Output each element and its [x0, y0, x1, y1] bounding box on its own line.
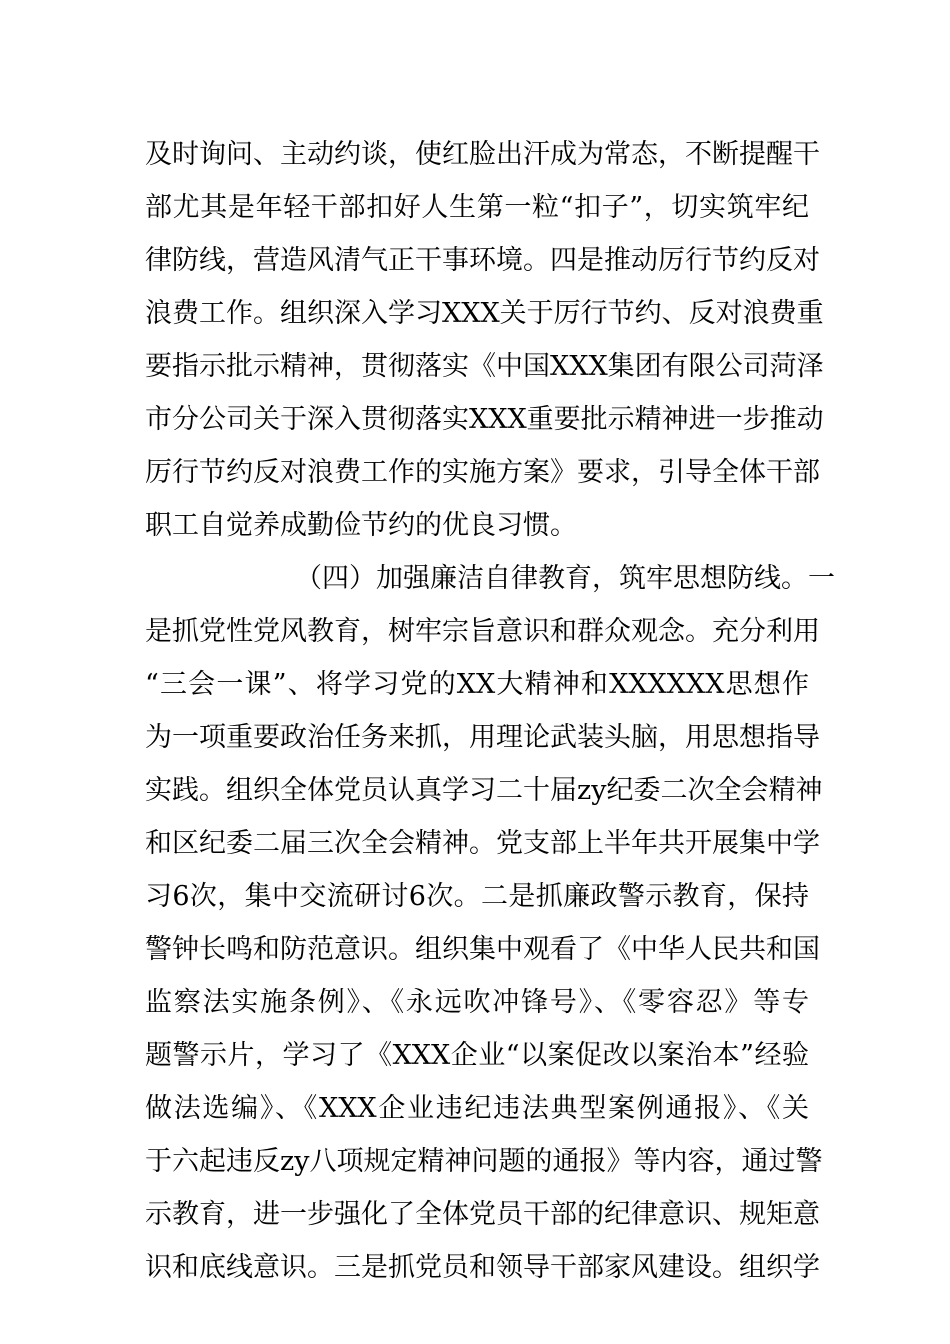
- paragraph-1-line-8: 职工自觉养成勤俭节约的优良习惯。: [145, 510, 577, 541]
- paragraph-1-line-5: 要指示批示精神，贯彻落实《中国XXX集团有限公司菏泽: [145, 351, 824, 382]
- paragraph-2-line-6: 和区纪委二届三次全会精神。党支部上半年共开展集中学: [145, 828, 820, 859]
- paragraph-1-line-3: 律防线，营造风清气正干事环境。四是推动厉行节约反对: [145, 245, 820, 276]
- paragraph-1-line-2: 部尤其是年轻干部扣好人生第一粒“扣子”，切实筑牢纪: [145, 192, 809, 223]
- paragraph-2-line-13: 示教育，进一步强化了全体党员干部的纪律意识、规矩意: [145, 1199, 820, 1230]
- paragraph-2-line-4: 为一项重要政治任务来抓，用理论武装头脑，用思想指导: [145, 722, 820, 753]
- paragraph-2-line-9: 监察法实施条例》、《永远吹冲锋号》、《零容忍》等专: [145, 987, 809, 1018]
- paragraph-1-line-1: 及时询问、主动约谈，使红脸出汗成为常态，不断提醒干: [145, 139, 820, 170]
- paragraph-2-line-5: 实践。组织全体党员认真学习二十届zy纪委二次全会精神: [145, 775, 823, 806]
- paragraph-2-line-2: 是抓党性党风教育，树牢宗旨意识和群众观念。充分利用: [145, 616, 820, 647]
- paragraph-2-line-3: “三会一课”、将学习党的XX大精神和XXXXXX思想作: [145, 669, 809, 700]
- paragraph-2-line-12: 于六起违反zy八项规定精神问题的通报》等内容，通过警: [145, 1146, 823, 1177]
- paragraph-2-line-10: 题警示片，学习了《XXX企业“以案促改以案治本”经验: [145, 1040, 809, 1071]
- paragraph-2-line-1: （四）加强廉洁自律教育，筑牢思想防线。一: [295, 563, 835, 594]
- paragraph-1-line-4: 浪费工作。组织深入学习XXX关于厉行节约、反对浪费重: [145, 298, 824, 329]
- paragraph-2-line-14: 识和底线意识。三是抓党员和领导干部家风建设。组织学: [145, 1252, 820, 1283]
- paragraph-1-line-6: 市分公司关于深入贯彻落实XXX重要批示精神进一步推动: [145, 404, 824, 435]
- paragraph-1-line-7: 厉行节约反对浪费工作的实施方案》要求，引导全体干部: [145, 457, 820, 488]
- paragraph-2-line-7: 习6次，集中交流研讨6次。二是抓廉政警示教育，保持: [145, 881, 809, 912]
- paragraph-2-line-8: 警钟长鸣和防范意识。组织集中观看了《中华人民共和国: [145, 934, 820, 965]
- paragraph-2-line-11: 做法选编》、《XXX企业违纪违法典型案例通报》、《关: [145, 1093, 809, 1124]
